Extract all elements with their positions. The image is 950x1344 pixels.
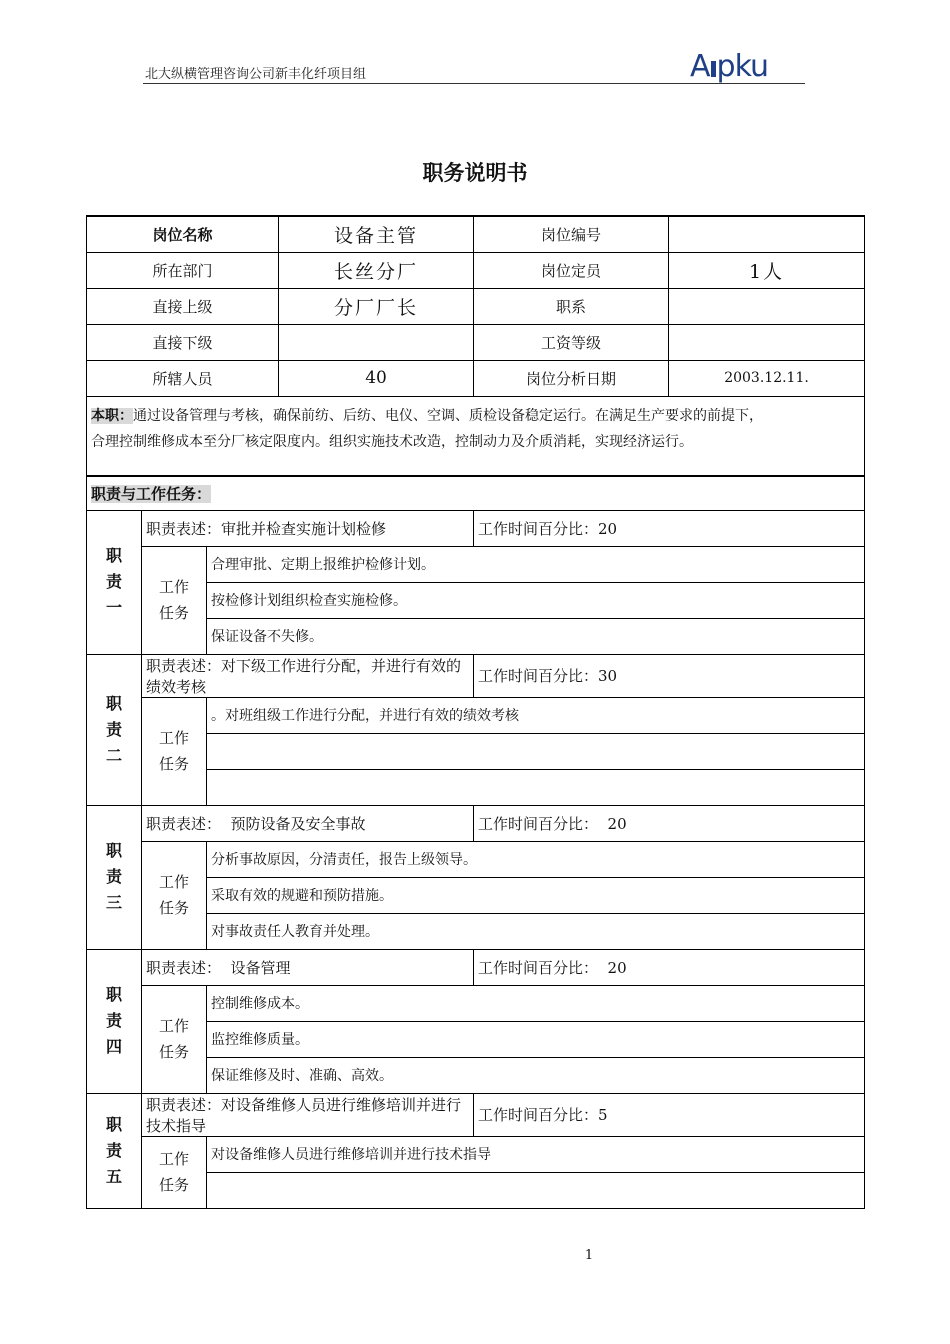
duty-1-task-label: 工作 任务 [142, 546, 207, 654]
position-code-label: 岗位编号 [474, 216, 669, 252]
duty-3-description: 职责表述： 预防设备及安全事故 [142, 805, 474, 841]
headcount-label: 岗位定员 [474, 252, 669, 288]
superior-label: 直接上级 [87, 288, 279, 324]
page-number: 1 [584, 1248, 594, 1263]
salary-grade-value [669, 324, 865, 360]
duty-3-number: 职 责 三 [87, 805, 142, 949]
duty-5-time: 工作时间百分比：5 [474, 1093, 865, 1136]
duty-4-task-3: 保证维修及时、准确、高效。 [207, 1057, 865, 1093]
subordinate-value [279, 324, 474, 360]
duty-4-description: 职责表述： 设备管理 [142, 949, 474, 985]
job-family-label: 职系 [474, 288, 669, 324]
job-summary-line2: 合理控制维修成本至分厂核定限度内。组织实施技术改造，控制动力及介质消耗，实现经济运行。 [91, 433, 693, 450]
duty-4-task-2: 监控维修质量。 [207, 1021, 865, 1057]
duty-1-time: 工作时间百分比：20 [474, 510, 865, 546]
duty-5-description: 职责表述：对设备维修人员进行维修培训并进行技术指导 [142, 1093, 474, 1136]
duty-2-task-2 [207, 733, 865, 769]
managed-staff-label: 所辖人员 [87, 360, 279, 396]
duty-2-time: 工作时间百分比：30 [474, 654, 865, 697]
duty-4-task-label: 工作 任务 [142, 985, 207, 1093]
job-description-table [86, 215, 865, 1209]
duty-4-time: 工作时间百分比： 20 [474, 949, 865, 985]
duty-5-number: 职 责 五 [87, 1093, 142, 1208]
job-summary-line1: 通过设备管理与考核，确保前纺、后纺、电仪、空调、质检设备稳定运行。在满足生产要求的前提下， [133, 407, 763, 424]
duty-3-task-label: 工作 任务 [142, 841, 207, 949]
job-summary-label: 本职： [91, 407, 133, 424]
logo-letter-a: A [690, 49, 710, 84]
duty-5-task-2 [207, 1172, 865, 1208]
duty-2-task-3 [207, 769, 865, 805]
duty-1-description: 职责表述：审批并检查实施计划检修 [142, 510, 474, 546]
duty-3-time: 工作时间百分比： 20 [474, 805, 865, 841]
duty-2-number: 职 责 二 [87, 654, 142, 805]
duty-5-task-label: 工作 任务 [142, 1136, 207, 1208]
duty-4-task-1: 控制维修成本。 [207, 985, 865, 1021]
duty-2-task-label: 工作 任务 [142, 697, 207, 805]
duty-4-number: 职 责 四 [87, 949, 142, 1093]
document-title: 职务说明书 [422, 161, 528, 185]
position-name-label: 岗位名称 [87, 216, 279, 252]
duty-2-task-1: 。对班组级工作进行分配，并进行有效的绩效考核 [207, 697, 865, 733]
duty-1-task-1: 合理审批、定期上报维护检修计划。 [207, 546, 865, 582]
position-code-value [669, 216, 865, 252]
duty-5-task-1: 对设备维修人员进行维修培训并进行技术指导 [207, 1136, 865, 1172]
salary-grade-label: 工资等级 [474, 324, 669, 360]
duty-3-task-2: 采取有效的规避和预防措施。 [207, 877, 865, 913]
duty-1-task-3: 保证设备不失修。 [207, 618, 865, 654]
job-family-value [669, 288, 865, 324]
duties-heading: 职责与工作任务： [91, 484, 212, 503]
analysis-date-label: 岗位分析日期 [474, 360, 669, 396]
duty-1-number: 职 责 一 [87, 510, 142, 654]
department-label: 所在部门 [87, 252, 279, 288]
duty-2-description: 职责表述：对下级工作进行分配，并进行有效的绩效考核 [142, 654, 474, 697]
superior-value: 分厂厂长 [279, 288, 474, 324]
logo-letters-pku: pku [716, 49, 769, 84]
logo-bar [711, 61, 716, 77]
department-value: 长丝分厂 [279, 252, 474, 288]
analysis-date-value: 2003.12.11. [669, 360, 865, 396]
position-name-value: 设备主管 [279, 216, 474, 252]
managed-staff-value: 40 [279, 360, 474, 396]
subordinate-label: 直接下级 [87, 324, 279, 360]
header-org-text: 北大纵横管理咨询公司新丰化纤项目组 [145, 67, 367, 82]
duties-heading-cell [87, 476, 865, 510]
duty-1-task-2: 按检修计划组织检查实施检修。 [207, 582, 865, 618]
company-logo [690, 49, 769, 84]
job-summary [87, 396, 865, 476]
duty-3-task-1: 分析事故原因，分清责任，报告上级领导。 [207, 841, 865, 877]
duty-3-task-3: 对事故责任人教育并处理。 [207, 913, 865, 949]
headcount-value: 1人 [669, 252, 865, 288]
